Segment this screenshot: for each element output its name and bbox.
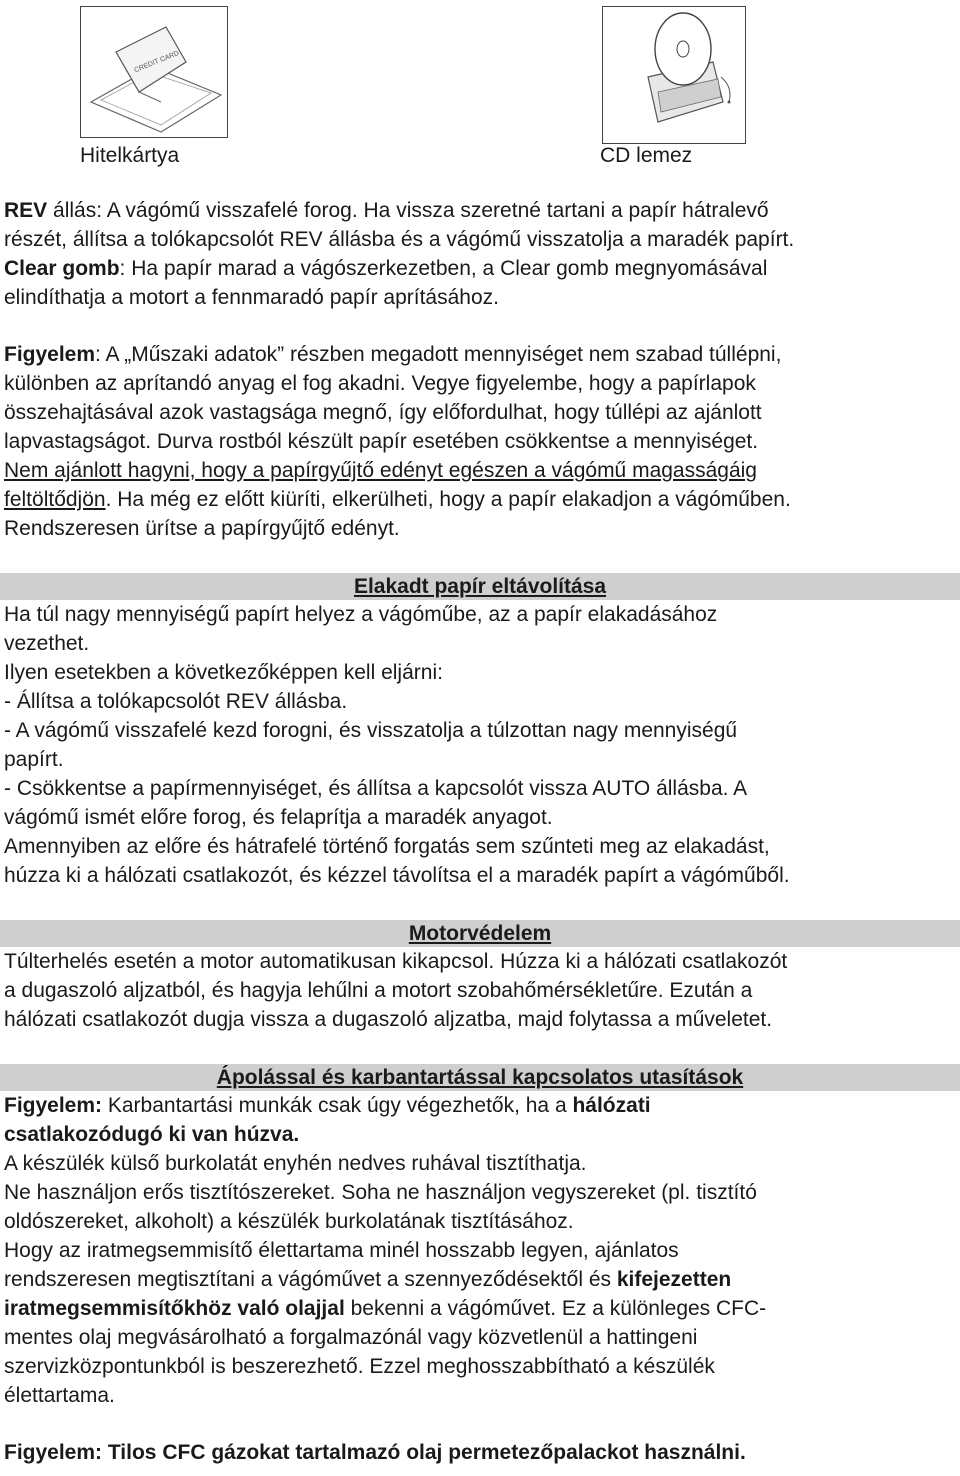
spacer xyxy=(4,1034,958,1062)
jam-line: vágómű ismét előre forog, és felaprítja a maradék anyagot. xyxy=(4,806,553,829)
jam-line: papírt. xyxy=(4,748,64,771)
spacer xyxy=(4,890,958,918)
warning-line-5: Nem ajánlott hagyni, hogy a papírgyűjtő edényt egészen a vágómű magasságáig xyxy=(4,459,757,482)
section-heading-motor: Motorvédelem xyxy=(0,920,960,947)
motor-line: a dugaszoló aljzatból, és hagyja lehűlni a motort szobahőmérsékletűre. Ezután a xyxy=(4,979,753,1002)
care-line: A készülék külső burkolatát enyhén nedves ruhával tisztíthatja. xyxy=(4,1152,587,1175)
care-line: Hogy az iratmegsemmisítő élettartama minél hosszabb legyen, ajánlatos xyxy=(4,1239,679,1262)
jam-line: húzza ki a hálózati csatlakozót, és kézzel távolítsa el a maradék papírt a vágóműből. xyxy=(4,864,790,887)
warning-line-3: összehajtásával azok vastagsága megnő, így előfordulhat, hogy túllépi az ajánlott xyxy=(4,401,762,424)
jam-line: Ilyen esetekben a következőképpen kell eljárni: xyxy=(4,661,443,684)
card-label: CREDIT CARD xyxy=(133,49,181,75)
care-line: rendszeresen megtisztítani a vágóművet a szennyeződésektől és kifejezetten xyxy=(4,1268,732,1291)
care-line: élettartama. xyxy=(4,1384,115,1407)
care-line: mentes olaj megvásárolható a forgalmazónál vagy közvetlenül a hattingeni xyxy=(4,1326,698,1349)
jam-line: vezethet. xyxy=(4,632,90,655)
care-line: szervizközpontunkból is beszerezhető. Ezzel meghosszabbítható a készülék xyxy=(4,1355,715,1378)
care-line: iratmegsemmisítőkhöz való olajjal bekenni a vágóművet. Ez a különleges CFC- xyxy=(4,1297,767,1320)
jam-line: Amennyiben az előre és hátrafelé történő forgatás sem szűnteti meg az elakadást, xyxy=(4,835,770,858)
warning-line-1: Figyelem: A „Műszaki adatok” részben megadott mennyiséget nem szabad túllépni, xyxy=(4,343,782,366)
credit-card-caption: Hitelkártya xyxy=(80,144,180,167)
jam-line: Ha túl nagy mennyiségű papírt helyez a vágóműbe, az a papír elakadásához xyxy=(4,603,718,626)
care-line: Ne használjon erős tisztítószereket. Soha ne használjon vegyszereket (pl. tisztító xyxy=(4,1181,757,1204)
spacer xyxy=(4,312,958,340)
rev-line-2: részét, állítsa a tolókapcsolót REV állásba és a vágómű visszatolja a maradék papírt. xyxy=(4,228,795,251)
manual-content xyxy=(4,196,958,1467)
warning-line-6: feltöltődjön. Ha még ez előtt kiüríti, elkerülheti, hogy a papír elakadjon a vágóműben. xyxy=(4,488,791,511)
cd-caption: CD lemez xyxy=(600,144,693,167)
jam-line: - Csökkentse a papírmennyiséget, és állítsa a kapcsolót vissza AUTO állásba. A xyxy=(4,777,748,800)
credit-card-figure xyxy=(80,6,228,138)
cd-figure xyxy=(602,6,746,144)
spacer xyxy=(4,1410,958,1438)
clear-line-1: Clear gomb: Ha papír marad a vágószerkezetben, a Clear gomb megnyomásával xyxy=(4,257,768,280)
motor-line: hálózati csatlakozót dugja vissza a dugaszoló aljzatba, majd folytassa a műveletet. xyxy=(4,1008,773,1031)
spacer xyxy=(4,543,958,571)
clear-label: Clear gomb xyxy=(4,257,120,280)
motor-line: Túlterhelés esetén a motor automatikusan kikapcsol. Húzza ki a hálózati csatlakozót xyxy=(4,950,788,973)
care-warning-line-2: csatlakozódugó ki van húzva. xyxy=(4,1123,300,1146)
clear-line-2: elindíthatja a motort a fennmaradó papír aprításához. xyxy=(4,286,499,309)
care-line: oldószereket, alkoholt) a készülék burkolatának tisztításához. xyxy=(4,1210,574,1233)
rev-label: REV xyxy=(4,199,48,222)
warning-label: Figyelem xyxy=(4,343,96,366)
warning-line-7: Rendszeresen ürítse a papírgyűjtő edényt. xyxy=(4,517,400,540)
warning-line-4: lapvastagságot. Durva rostból készült papír esetében csökkentse a mennyiséget. xyxy=(4,430,759,453)
final-warning: Figyelem: Tilos CFC gázokat tartalmazó olaj permetezőpalackot használni. xyxy=(4,1441,746,1464)
credit-card-illustration xyxy=(81,7,227,137)
warning-line-2: különben az aprítandó anyag el fog akadni. Vegye figyelembe, hogy a papírlapok xyxy=(4,372,756,395)
rev-line-1: REV állás: A vágómű visszafelé forog. Ha vissza szeretné tartani a papír hátralevő xyxy=(4,199,769,222)
care-warning-line-1: Figyelem: Karbantartási munkák csak úgy végezhetők, ha a hálózati xyxy=(4,1094,651,1117)
section-heading-jam: Elakadt papír eltávolítása xyxy=(0,573,960,600)
section-heading-care: Ápolással és karbantartással kapcsolatos utasítások xyxy=(0,1064,960,1091)
jam-line: - A vágómű visszafelé kezd forogni, és visszatolja a túlzottan nagy mennyiségű xyxy=(4,719,738,742)
jam-line: - Állítsa a tolókapcsolót REV állásba. xyxy=(4,690,348,713)
cd-illustration xyxy=(603,7,745,143)
